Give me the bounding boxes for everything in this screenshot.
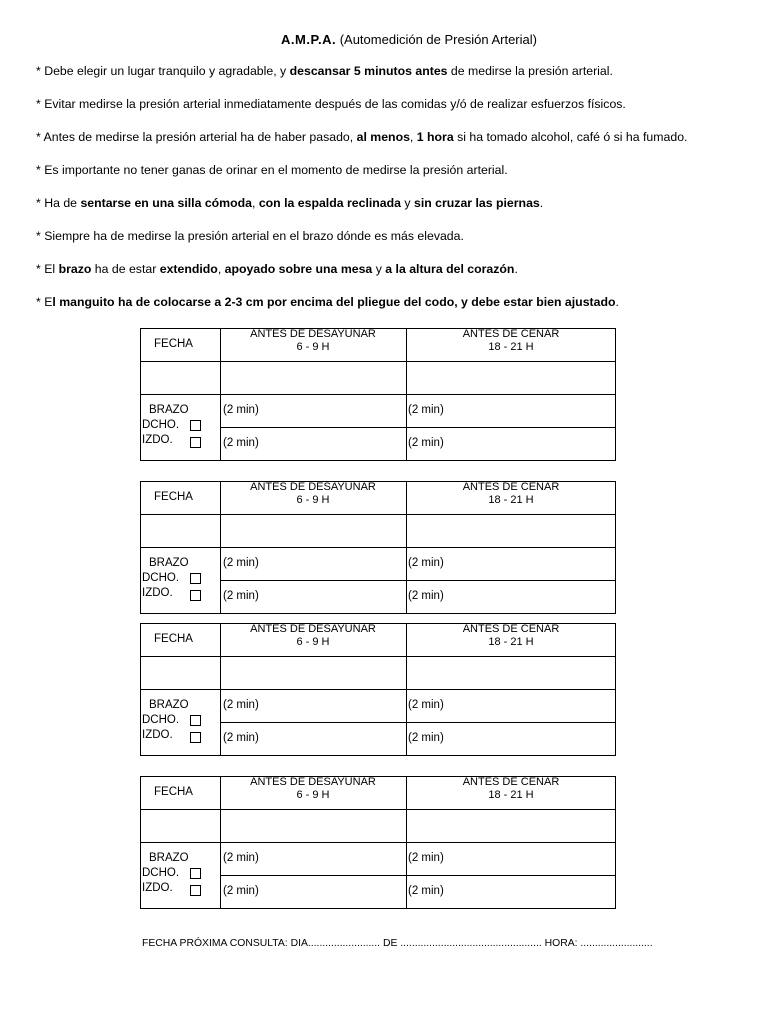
table-divider — [140, 514, 616, 515]
two-min-label: (2 min) — [223, 885, 259, 897]
brazo-label: BRAZO — [149, 852, 189, 864]
header-dinner-hours: 18 - 21 H — [488, 788, 534, 801]
header-breakfast-hours: 6 - 9 H — [296, 788, 330, 801]
instruction-6-part: * Siempre ha de medirse la presión arterial en el brazo dónde es más elevada. — [36, 229, 464, 243]
two-min-label: (2 min) — [223, 437, 259, 449]
table-divider — [140, 547, 616, 548]
instruction-1-part: descansar 5 minutos antes — [289, 64, 448, 78]
dcho-checkbox[interactable] — [190, 420, 201, 431]
instruction-3-part: si ha tomado alcohol, café ó si ha fumado. — [453, 130, 688, 144]
table-divider — [220, 722, 616, 723]
instruction-1 — [36, 64, 613, 78]
next-appointment-line: FECHA PRÓXIMA CONSULTA: DIA......................... DE ................................................. HORA: ......................... — [142, 938, 653, 949]
izdo-label: IZDO. — [142, 434, 173, 446]
izdo-label: IZDO. — [142, 882, 173, 894]
header-breakfast-title: ANTES DE DESAYUNAR — [250, 776, 376, 788]
instruction-7-part: brazo — [58, 262, 92, 276]
bp-table-4 — [140, 776, 616, 909]
header-breakfast-title: ANTES DE DESAYUNAR — [250, 481, 376, 493]
bp-table-3 — [140, 623, 616, 756]
instruction-8-part: l manguito ha de colocarse a 2-3 cm por encima del pliegue del codo, y debe estar bien ajustado — [52, 295, 616, 309]
header-breakfast-title: ANTES DE DESAYUNAR — [250, 623, 376, 635]
instruction-7-part: , — [217, 262, 225, 276]
instruction-5-part: sentarse en una silla cómoda — [80, 196, 252, 210]
instruction-5-part: , — [251, 196, 259, 210]
header-breakfast-hours: 6 - 9 H — [296, 635, 330, 648]
dcho-label: DCHO. — [142, 419, 180, 431]
dcho-checkbox[interactable] — [190, 868, 201, 879]
instruction-3-part: 1 hora — [416, 130, 454, 144]
instruction-5-part: * Ha de — [36, 196, 81, 210]
fecha-label: FECHA — [154, 786, 193, 798]
bp-table-1 — [140, 328, 616, 461]
instruction-3-part: , — [409, 130, 417, 144]
header-dinner-title: ANTES DE CENAR — [462, 623, 560, 635]
brazo-label: BRAZO — [149, 404, 189, 416]
instruction-2-part: * Evitar medirse la presión arterial inmediatamente después de las comidas y/ó de realizar esfuerzos físicos. — [36, 97, 626, 111]
instruction-8-part: . — [615, 295, 619, 309]
instruction-3-part: al menos — [356, 130, 410, 144]
two-min-label: (2 min) — [408, 557, 444, 569]
instruction-7-part: a la altura del corazón — [385, 262, 515, 276]
instruction-3 — [36, 130, 687, 144]
two-min-label: (2 min) — [408, 590, 444, 602]
dcho-label: DCHO. — [142, 867, 180, 879]
two-min-label: (2 min) — [408, 699, 444, 711]
dcho-label: DCHO. — [142, 714, 180, 726]
header-dinner-title: ANTES DE CENAR — [462, 481, 560, 493]
two-min-label: (2 min) — [408, 732, 444, 744]
instruction-7-part: . — [514, 262, 518, 276]
instruction-7-part: ha de estar — [91, 262, 160, 276]
fecha-label: FECHA — [154, 338, 193, 350]
instruction-4-part: * Es importante no tener ganas de orinar en el momento de medirse la presión arterial. — [36, 163, 508, 177]
header-dinner-hours: 18 - 21 H — [488, 493, 534, 506]
instruction-1-part: de medirse la presión arterial. — [447, 64, 613, 78]
instruction-3-part: * Antes de medirse la presión arterial ha de haber pasado, — [36, 130, 357, 144]
dcho-checkbox[interactable] — [190, 573, 201, 584]
izdo-checkbox[interactable] — [190, 590, 201, 601]
two-min-label: (2 min) — [408, 404, 444, 416]
instruction-6 — [36, 229, 464, 243]
two-min-label: (2 min) — [408, 885, 444, 897]
page-title — [0, 32, 768, 47]
table-divider — [220, 580, 616, 581]
title-subtitle: (Automedición de Presión Arterial) — [339, 32, 537, 47]
table-divider — [220, 875, 616, 876]
brazo-label: BRAZO — [149, 699, 189, 711]
header-dinner — [406, 623, 616, 648]
instruction-8-part: * E — [36, 295, 53, 309]
title-acronym: A.M.P.A. — [281, 32, 337, 47]
two-min-label: (2 min) — [408, 852, 444, 864]
instruction-7-part: extendido — [159, 262, 218, 276]
table-divider — [140, 656, 616, 657]
two-min-label: (2 min) — [408, 437, 444, 449]
instruction-7-part: apoyado sobre una mesa — [224, 262, 373, 276]
instruction-1-part: * Debe elegir un lugar tranquilo y agradable, y — [36, 64, 290, 78]
two-min-label: (2 min) — [223, 732, 259, 744]
table-divider — [140, 361, 616, 362]
instruction-5 — [36, 196, 543, 210]
header-breakfast — [220, 328, 406, 353]
instruction-5-part: y — [401, 196, 414, 210]
header-breakfast — [220, 776, 406, 801]
header-dinner — [406, 776, 616, 801]
instruction-7-part: * El — [36, 262, 59, 276]
two-min-label: (2 min) — [223, 557, 259, 569]
two-min-label: (2 min) — [223, 699, 259, 711]
instruction-4 — [36, 163, 508, 177]
instruction-7-part: y — [372, 262, 386, 276]
table-divider — [140, 809, 616, 810]
header-dinner-title: ANTES DE CENAR — [462, 776, 560, 788]
two-min-label: (2 min) — [223, 404, 259, 416]
izdo-checkbox[interactable] — [190, 885, 201, 896]
header-dinner-hours: 18 - 21 H — [488, 635, 534, 648]
header-breakfast — [220, 481, 406, 506]
instruction-5-part: con la espalda reclinada — [258, 196, 401, 210]
instruction-5-part: . — [539, 196, 544, 210]
instruction-7 — [36, 262, 518, 276]
header-dinner — [406, 481, 616, 506]
izdo-checkbox[interactable] — [190, 437, 201, 448]
header-dinner-title: ANTES DE CENAR — [462, 328, 560, 340]
brazo-label: BRAZO — [149, 557, 189, 569]
two-min-label: (2 min) — [223, 590, 259, 602]
header-dinner-hours: 18 - 21 H — [488, 340, 534, 353]
dcho-checkbox[interactable] — [190, 715, 201, 726]
instruction-2 — [36, 97, 626, 111]
table-divider — [140, 842, 616, 843]
instruction-8 — [36, 295, 619, 309]
table-divider — [140, 689, 616, 690]
bp-table-2 — [140, 481, 616, 614]
header-breakfast — [220, 623, 406, 648]
fecha-label: FECHA — [154, 491, 193, 503]
header-breakfast-hours: 6 - 9 H — [296, 493, 330, 506]
izdo-label: IZDO. — [142, 587, 173, 599]
dcho-label: DCHO. — [142, 572, 180, 584]
table-divider — [140, 394, 616, 395]
two-min-label: (2 min) — [223, 852, 259, 864]
fecha-label: FECHA — [154, 633, 193, 645]
izdo-checkbox[interactable] — [190, 732, 201, 743]
header-breakfast-hours: 6 - 9 H — [296, 340, 330, 353]
header-breakfast-title: ANTES DE DESAYUNAR — [250, 328, 376, 340]
instruction-5-part: sin cruzar las piernas — [413, 196, 540, 210]
table-divider — [220, 427, 616, 428]
izdo-label: IZDO. — [142, 729, 173, 741]
header-dinner — [406, 328, 616, 353]
